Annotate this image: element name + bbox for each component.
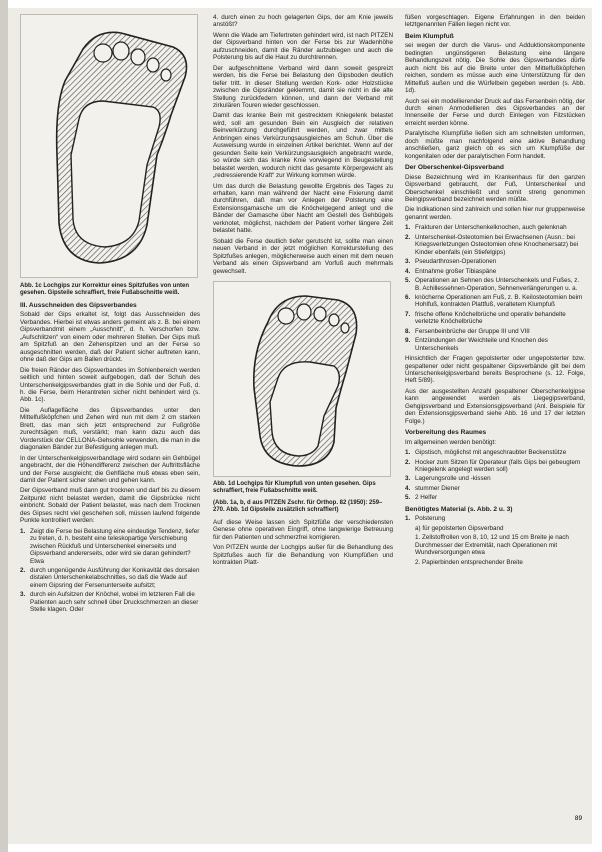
list-text: 2 Helfer xyxy=(415,494,438,502)
paragraph: Von PITZEN wurde der Lochgips außer für die Behandlung des Spitzfußes auch für die Behandlung von Klumpfüßen und kontrakten Platt- xyxy=(213,544,393,567)
list-text: Entzündungen der Weichteile und Knochen des Unterschenkels xyxy=(415,337,548,352)
list-item xyxy=(405,337,585,352)
list-text: Zeigt die Ferse bei Belastung eine eindeutige Tendenz, tiefer zu treten, d. h. besteht eine teleskopartige Verschiebung zwischen Rückfuß und Unterschenkel einerseits und Gipsverband andererseits, oder wird sie daran gehindert? Etwa xyxy=(30,527,200,565)
scanned-page xyxy=(8,8,592,844)
section-heading-oberschenkel: Der Oberschenkel-Gipsverband xyxy=(405,164,504,172)
list-number: 2. xyxy=(405,458,411,466)
paragraph: füßen vorgeschlagen. Eigene Erfahrungen in den beiden letztgenannten Fällen liegen nicht vor. xyxy=(405,14,585,29)
paragraph: Auch sei ein modellierender Druck auf das Fersenbein nötig, der durch einen Anmodellieren des Gipsverbandes an der Innenseite der Ferse und durch Einlegen von Filzstücken erreicht werden könne. xyxy=(405,97,585,127)
page-number: 89 xyxy=(574,815,582,822)
page-edge-shadow xyxy=(0,0,8,852)
list-text: Hocker zum Sitzen für Operateur (falls Gips bei gebeugtem Kniegelenk angelegt werden soll) xyxy=(415,458,581,474)
list-text: Polsterung xyxy=(415,515,446,523)
list-number xyxy=(405,559,415,566)
list-text: Entnahme großer Tibiaspäne xyxy=(415,267,497,275)
material-list xyxy=(405,515,585,566)
list-text: frische offene Knöchelbrüche und operativ behandelte verletzte Knöchelbrüche xyxy=(415,310,566,326)
list-number: 3. xyxy=(20,591,26,599)
paragraph: Die freien Ränder des Gipsverbandes im Sohlenbereich werden seitlich und hinten soweit aufgebogen, daß der Schuh des Unterschenkelgipsverbandes glatt in die Sohle und der Fuß, d. h. die Ferse, beim Herantreten sicher nicht behindert wird (s. Abb. 1c). xyxy=(20,366,200,404)
paragraph: Um das durch die Belastung gewollte Ergebnis des Tages zu erhalten, kann man während der Nacht eine Fixierung damit durchführen, daß man vor Anlegen der Polsterung eine Extensionsgamasche um die Knöchelgegend anlegt und die Bänder der Gamasche über Nacht am Gestell des Gehbügels verknotet, möglichst, nachdem der Patient vorher längere Zeit belastet hatte. xyxy=(213,182,393,235)
paragraph: sei wegen der durch die Varus- und Adduktionskomponente bedingten ungünstigeren Belastung eine längere Behandlungszeit nötig. Die Sohle des Gipsverbandes dürfe auch nicht bis auf die Breite unter den Mittelfußköpfchen reichen, sondern es müsse auch eine Unterstützung für den Mittelfuß außen und die Würfelbein gegeben werden (s. Abb. 1d). xyxy=(405,42,585,95)
paragraph: Diese Bezeichnung wird im Krankenhaus für den ganzen Gipsverband gebraucht, der Fuß, Unterschenkel und Oberschenkel einschließt und somit streng genommen Beingipsverband bezeichnet werden müßte. xyxy=(405,173,585,203)
control-checklist xyxy=(20,528,200,614)
list-text: 1. Zellstoffrollen von 8, 10, 12 und 15 cm Breite je nach Durchmesser der Extremität, nach Operationen mit Wundversorgungen etwa xyxy=(415,534,569,557)
list-number: 5. xyxy=(405,494,411,502)
list-text: durch ungenügende Ausführung der Konkavität des dorsalen distalen Unterschenkelabschnittes, so daß die Wade auf einem Gipsring der Fersenunterseite aufsitzt; xyxy=(30,566,200,589)
paragraph: Auf diese Weise lassen sich Spitzfüße der verschiedensten Genese ohne operativen Eingriff, ohne langwierige Betreuung für den Patienten und schmerzfrei korrigieren. xyxy=(213,518,393,541)
paragraph: Die Indikationen sind zahlreich und sollen hier nur gruppenweise genannt werden. xyxy=(405,206,585,221)
list-item xyxy=(405,534,585,556)
list-text: knöcherne Operationen am Fuß, z. B. Keilosteotomien beim Hohlfuß, kontrakten Plattfuß, veraltetem Klumpfuß xyxy=(415,293,583,309)
list-item xyxy=(405,449,585,456)
list-number: 7. xyxy=(405,310,411,318)
foot-cast-drawing-1c xyxy=(21,15,197,277)
column-1 xyxy=(20,14,200,617)
list-number: 6. xyxy=(405,293,411,301)
list-item xyxy=(405,459,585,474)
list-text: Unterschenkel-Osteotomien bei Erwachsenen (Ausn.: bei Kriegsverletzungen Osteotomien ohne Knochenersatz) bei Kinder ebenfalls (ein Stiefelgips) xyxy=(415,233,579,256)
list-text: Pseudarthrosen-Operationen xyxy=(415,258,497,266)
list-text: durch ein Aufsitzen der Knöchel, wobei im letzteren Fall die Patienten auch sehr schnell über Druckschmerzen an dieser Stelle klagen. Oder xyxy=(30,591,199,614)
list-text: Lagerungsrolle und -kissen xyxy=(415,475,491,483)
list-number: 4. xyxy=(405,267,411,275)
list-text: 2. Papierbinden entsprechender Breite xyxy=(415,558,523,566)
list-item xyxy=(405,268,585,275)
list-number: 9. xyxy=(405,337,411,345)
list-number: 1. xyxy=(405,449,411,457)
list-item xyxy=(20,591,200,613)
paragraph: Im allgemeinen werden benötigt: xyxy=(405,438,497,446)
list-text: a) für gepolsterten Gipsverband xyxy=(415,524,504,532)
list-number: 2. xyxy=(405,233,411,241)
column-3 xyxy=(405,14,585,569)
list-item xyxy=(405,328,585,335)
list-item xyxy=(405,258,585,265)
list-number: 1. xyxy=(20,527,26,535)
list-item xyxy=(405,475,585,482)
figure-1d-foot-cast xyxy=(213,281,391,477)
list-item xyxy=(20,567,200,589)
list-item xyxy=(405,277,585,292)
section-heading-ausschneiden: III. Ausschneiden des Gipsverbandes xyxy=(20,302,137,309)
paragraph: Aus der ausgestellten Anzahl gespaltener Oberschenkelgipse kann angewendet werden als Liegegipsverband, Gehgipsverband und Extensionsgipsverband (Anl. Beispiele für den Extensionsgipsverband siehe Abb. 16 und 17 der letzten Folge.) xyxy=(405,387,585,425)
foot-cast-drawing-1d xyxy=(214,282,390,476)
list-item xyxy=(20,528,200,565)
list-number xyxy=(405,534,415,556)
list-item xyxy=(405,311,585,326)
list-number: 3. xyxy=(405,258,411,266)
list-item xyxy=(405,515,585,522)
list-number xyxy=(405,525,415,532)
list-number: 8. xyxy=(405,327,411,335)
section-heading-klumpfuss: Beim Klumpfuß xyxy=(405,32,454,40)
list-number: 2. xyxy=(20,566,26,574)
preparation-list xyxy=(405,449,585,502)
list-item xyxy=(405,294,585,309)
list-text: stummer Diener xyxy=(415,484,460,492)
section-heading-vorbereitung: Vorbereitung des Raumes xyxy=(405,429,487,437)
list-item xyxy=(405,525,585,532)
list-number: 1. xyxy=(405,224,411,232)
paragraph: Die Auflagefläche des Gipsverbandes unter den Mittelfußköpfchen und Zehen wird nun mit dem 2 cm starken Brett, das man sich jetzt entsprechend zur Fußgröße zurechtsägen muß, verstärkt; man kann dazu auch das Vorderstück der CELLONA-Gehsohle verwenden, die man in die diagonalen Bänder zur Befestigung anlegen muß. xyxy=(20,406,200,452)
list-text: Gipstisch, möglichst mit angeschraubter Beckenstütze xyxy=(415,449,567,457)
paragraph: 4. durch einen zu hoch gelagerten Gips, der am Knie jeweils anstößt? xyxy=(213,14,393,29)
paragraph: Paralytische Klumpfüße ließen sich am schnellsten umformen, doch müßte man nachfolgend eine aktive Behandlung anschließen, ganz gleich ob es sich um Klumpfüße der kongenitalen oder der paralytischen Form handelt. xyxy=(405,130,585,160)
paragraph: In der Unterschenkelgipsverbandlage wird sodann ein Gehbügel angebracht, der die Höhendifferenz zwischen der Auftrittsfläche und der Ferse ausgleicht; die Gehfläche muß etwas eben sein, damit der Patient sicher stehen und gehen kann. xyxy=(20,454,200,484)
figure-reference: (Abb. 1a, b, d aus PITZEN Zschr. für Orthop. 82 (1950): 259–270. Abb. 1d Gipsteile zusätzlich schraffiert) xyxy=(213,499,383,513)
paragraph: Der aufgeschnittene Verband wird dann soweit gespreizt werden, bis die Ferse bei Belastung den Gipsboden deutlich tiefer tritt. In dieser Stellung werden Kork- oder Holzstücke zwischen die Gipsränder geklemmt, damit sie nicht in die alte Stellung zurückfedern können, und dann der Verband mit zirkulären Touren wieder geschlossen. xyxy=(213,64,393,109)
list-text: Frakturen der Unterschenkelknochen, auch gelenknah xyxy=(415,224,567,232)
figure-1d-caption: Abb. 1d Lochgips für Klumpfuß von unten gesehen. Gips schraffiert, freie Fußabschnitte weiß. xyxy=(213,480,376,494)
list-item xyxy=(405,494,585,501)
section-heading-material: Benötigtes Material (s. Abb. 2 u. 3) xyxy=(405,505,513,513)
paragraph: Hinsichtlich der Fragen gepolsterter oder ungepolsterter bzw. gespaltener oder nicht gespaltener Gipsverbände gilt bei dem Unterschenkelgipsverband bereits Besprochene (s. 12. Folge, Heft 5/89). xyxy=(405,355,585,385)
list-number: 1. xyxy=(405,515,411,523)
list-item xyxy=(405,559,585,566)
column-2 xyxy=(213,14,393,570)
list-number: 5. xyxy=(405,277,411,285)
list-item xyxy=(405,234,585,256)
figure-1c-caption: Abb. 1c Lochgips zur Korrektur eines Spitzfußes von unten gesehen. Gipsteile schraffiert, freie Fußabschnitte weiß. xyxy=(20,283,190,296)
paragraph: Wenn die Wade am Tiefertreten gehindert wird, ist nach PITZEN der Gipsverband hinten von der Ferse bis zur Wadenhöhe aufzuschneiden, damit die Ränder aufzubiegen und auch die Polsterung bis auf die Haut zu durchtrennen. xyxy=(213,31,393,62)
indications-list xyxy=(405,224,585,352)
list-number: 3. xyxy=(405,475,411,483)
paragraph: Sobald der Gips erkaltet ist, folgt das Ausschneiden des Verbandes. Hierbei ist etwas anders gemeint als z. B. bei einem Gipsverbandmit einem „Ausschnitt“, d. h. Verschorfen bzw. „Aufschlitzen“ von einem oder mehreren Stellen. Der Gips muß am Spitzfuß an den Zehenspitzen und an der Ferse so ausgeschnitten werden, daß der Patient sicher auftreten kann, ohne daß der Gips am Ballen drückt. xyxy=(20,311,200,364)
list-item xyxy=(405,485,585,492)
list-text: Operationen an Sehnen des Unterschenkels und Fußes, z. B. Achillessehnen-Operation, Sehnenverlängerungen u. a. xyxy=(415,277,580,292)
paragraph: Sobald die Ferse deutlich tiefer gerutscht ist, sollte man einen neuen Verband in der jetzt möglichen Korrekturstellung des Spitzfußes anlegen, möglicherweise auch einen mit dem neuen Verband als einen Gipsverband am Vorfuß auch mehrmals gewechselt. xyxy=(213,237,393,275)
list-text: Fersenbeinbrüche der Gruppe III und VIII xyxy=(415,327,530,335)
list-item xyxy=(405,224,585,231)
figure-1c-foot-cast xyxy=(20,14,198,278)
paragraph: Damit das kranke Bein mit gestrecktem Kniegelenk belastet wird, soll am gesunden Bein ein Ausgleich der relativen Beinverkürzung durchgeführt werden, und zwar mittels Anbringen eines Verkürzungsausgleiches am Schuh. Über die Ausweisung wurde in einzelnen Artikel berichtet. Wenn auf der gesunden Seite kein Verkürzungsausgleich angebracht wurde, so würde sich das kranke Knie vorwiegend in Beugestellung belastet werden, wodurch nicht das gesamte Körpergewicht als „redressierende Kraft“ zur Wirkung kommen würde. xyxy=(213,112,393,180)
list-number: 4. xyxy=(405,484,411,492)
paragraph: Der Gipsverband muß dann gut trocknen und darf bis zu diesem Zeitpunkt nicht belastet werden, damit die Gipsbrücke nicht einbricht. Sobald der Patient belastet, was nach dem Trocknen des Gipses recht viel geschehen soll, müssen laufend folgende Punkte kontrolliert werden: xyxy=(20,487,200,525)
